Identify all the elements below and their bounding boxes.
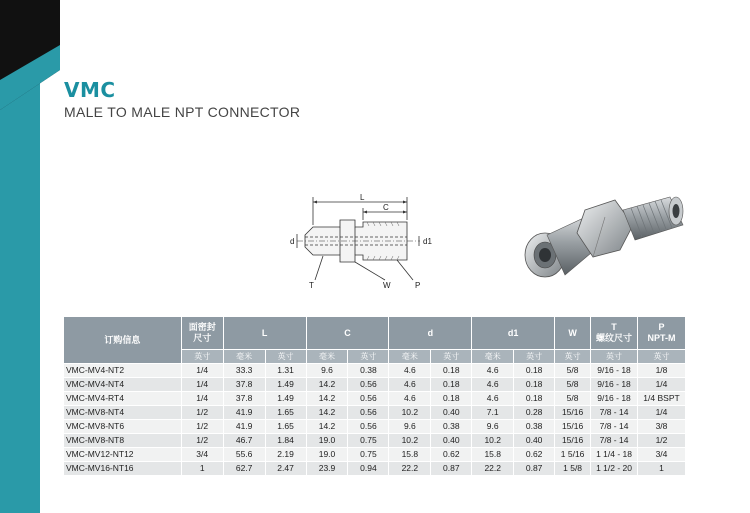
table-cell: 9.6 — [306, 364, 348, 378]
table-body — [64, 364, 686, 476]
table-cell: 10.2 — [472, 434, 514, 448]
table-cell: 5/8 — [555, 378, 591, 392]
table-cell: 1 5/8 — [555, 462, 591, 476]
table-cell: 37.8 — [223, 378, 265, 392]
table-cell: 1 — [181, 462, 223, 476]
label-C: C — [383, 203, 389, 212]
table-cell: 15/16 — [555, 434, 591, 448]
table-cell: 1 — [637, 462, 685, 476]
table-header-row — [64, 317, 686, 350]
table-cell: 4.6 — [389, 364, 431, 378]
header-order-info: 订购信息 — [64, 317, 182, 364]
table-cell: 0.62 — [431, 448, 472, 462]
table-cell: 14.2 — [306, 378, 348, 392]
table-cell: 0.18 — [431, 378, 472, 392]
table-cell: 1.49 — [265, 392, 306, 406]
unit-cell: 英寸 — [514, 350, 555, 364]
table-cell: 0.75 — [348, 448, 389, 462]
product-code-title: VMC — [64, 78, 116, 102]
table-cell: 0.28 — [514, 406, 555, 420]
table-cell: 4.6 — [472, 364, 514, 378]
part-number-cell: VMC-MV16-NT16 — [64, 462, 182, 476]
label-T: T — [309, 281, 314, 290]
table-cell: 0.18 — [514, 378, 555, 392]
table-cell: 46.7 — [223, 434, 265, 448]
product-name-subtitle: MALE TO MALE NPT CONNECTOR — [64, 104, 301, 120]
part-number-cell: VMC-MV4-NT4 — [64, 378, 182, 392]
label-d1: d1 — [423, 237, 432, 246]
table-cell: 9.6 — [389, 420, 431, 434]
unit-cell: 毫米 — [472, 350, 514, 364]
table-cell: 0.18 — [431, 392, 472, 406]
table-cell: 37.8 — [223, 392, 265, 406]
table-cell: 0.40 — [431, 434, 472, 448]
unit-cell: 毫米 — [389, 350, 431, 364]
table-cell: 2.19 — [265, 448, 306, 462]
table-cell: 15.8 — [389, 448, 431, 462]
table-cell: 0.87 — [514, 462, 555, 476]
header-P: P NPT-M — [637, 317, 685, 350]
table-cell: 14.2 — [306, 392, 348, 406]
header-d: d — [389, 317, 472, 350]
table-cell: 0.18 — [514, 364, 555, 378]
table-cell: 1/2 — [637, 434, 685, 448]
part-number-cell: VMC-MV8-NT4 — [64, 406, 182, 420]
unit-cell: 毫米 — [223, 350, 265, 364]
header-d1: d1 — [472, 317, 555, 350]
table-cell: 0.40 — [431, 406, 472, 420]
table-cell: 3/4 — [637, 448, 685, 462]
table-cell: 19.0 — [306, 448, 348, 462]
table-cell: 1 1/4 - 18 — [591, 448, 638, 462]
table-cell: 1/4 — [181, 364, 223, 378]
table-cell: 9/16 - 18 — [591, 364, 638, 378]
header-W: W — [555, 317, 591, 350]
label-L: L — [360, 193, 365, 202]
table-cell: 1.84 — [265, 434, 306, 448]
dimension-drawing — [285, 192, 445, 297]
table-cell: 3/8 — [637, 420, 685, 434]
table-cell: 15/16 — [555, 420, 591, 434]
table-cell: 15.8 — [472, 448, 514, 462]
corner-decoration — [0, 0, 60, 110]
unit-cell: 英寸 — [181, 350, 223, 364]
table-cell: 4.6 — [389, 378, 431, 392]
table-cell: 33.3 — [223, 364, 265, 378]
table-cell: 7/8 - 14 — [591, 420, 638, 434]
table-cell: 55.6 — [223, 448, 265, 462]
table-cell: 41.9 — [223, 420, 265, 434]
table-cell: 0.18 — [431, 364, 472, 378]
table-cell: 9/16 - 18 — [591, 378, 638, 392]
header-T: T 螺纹尺寸 — [591, 317, 638, 350]
table-cell: 0.38 — [431, 420, 472, 434]
unit-cell: 英寸 — [555, 350, 591, 364]
table-cell: 0.75 — [348, 434, 389, 448]
table-row — [64, 448, 686, 462]
part-number-cell: VMC-MV4-RT4 — [64, 392, 182, 406]
table-cell: 0.56 — [348, 420, 389, 434]
table-cell: 14.2 — [306, 406, 348, 420]
table-row — [64, 392, 686, 406]
table-cell: 10.2 — [389, 406, 431, 420]
table-row — [64, 378, 686, 392]
table-cell: 0.56 — [348, 392, 389, 406]
specification-table — [63, 316, 686, 476]
label-d: d — [290, 237, 295, 246]
unit-cell: 英寸 — [431, 350, 472, 364]
table-cell: 62.7 — [223, 462, 265, 476]
unit-cell: 英寸 — [637, 350, 685, 364]
table-cell: 0.56 — [348, 406, 389, 420]
table-row — [64, 420, 686, 434]
table-cell: 1/8 — [637, 364, 685, 378]
header-face-seal: 面密封 尺寸 — [181, 317, 223, 350]
label-W: W — [383, 281, 391, 290]
table-row — [64, 462, 686, 476]
label-P: P — [415, 281, 421, 290]
table-cell: 0.56 — [348, 378, 389, 392]
table-cell: 1 1/2 - 20 — [591, 462, 638, 476]
table-cell: 1/2 — [181, 406, 223, 420]
table-cell: 41.9 — [223, 406, 265, 420]
table-cell: 0.94 — [348, 462, 389, 476]
table-cell: 19.0 — [306, 434, 348, 448]
table-cell: 0.40 — [514, 434, 555, 448]
table-cell: 7.1 — [472, 406, 514, 420]
table-cell: 23.9 — [306, 462, 348, 476]
header-L: L — [223, 317, 306, 350]
table-cell: 0.38 — [348, 364, 389, 378]
part-number-cell: VMC-MV8-NT8 — [64, 434, 182, 448]
table-cell: 1/4 — [181, 392, 223, 406]
table-cell: 15/16 — [555, 406, 591, 420]
part-number-cell: VMC-MV12-NT12 — [64, 448, 182, 462]
table-cell: 5/8 — [555, 364, 591, 378]
unit-cell: 英寸 — [591, 350, 638, 364]
table-cell: 1 5/16 — [555, 448, 591, 462]
table-cell: 4.6 — [472, 378, 514, 392]
unit-cell: 毫米 — [306, 350, 348, 364]
table-cell: 22.2 — [389, 462, 431, 476]
table-cell: 5/8 — [555, 392, 591, 406]
table-cell: 1.65 — [265, 420, 306, 434]
table-cell: 3/4 — [181, 448, 223, 462]
table-cell: 1.65 — [265, 406, 306, 420]
table-cell: 0.87 — [431, 462, 472, 476]
table-cell: 9/16 - 18 — [591, 392, 638, 406]
table-cell: 1/4 — [181, 378, 223, 392]
table-cell: 0.18 — [514, 392, 555, 406]
table-row — [64, 434, 686, 448]
table-cell: 14.2 — [306, 420, 348, 434]
table-row — [64, 364, 686, 378]
table-cell: 7/8 - 14 — [591, 406, 638, 420]
product-photo — [515, 195, 690, 285]
table-cell: 0.62 — [514, 448, 555, 462]
table-cell: 1/4 — [637, 406, 685, 420]
table-cell: 22.2 — [472, 462, 514, 476]
part-number-cell: VMC-MV4-NT2 — [64, 364, 182, 378]
table-cell: 10.2 — [389, 434, 431, 448]
table-cell: 1/2 — [181, 434, 223, 448]
header-C: C — [306, 317, 389, 350]
unit-cell: 英寸 — [265, 350, 306, 364]
table-cell: 0.38 — [514, 420, 555, 434]
table-cell: 1/4 BSPT — [637, 392, 685, 406]
table-cell: 4.6 — [389, 392, 431, 406]
table-cell: 9.6 — [472, 420, 514, 434]
table-cell: 4.6 — [472, 392, 514, 406]
table-cell: 1.31 — [265, 364, 306, 378]
table-row — [64, 406, 686, 420]
table-cell: 2.47 — [265, 462, 306, 476]
table-cell: 1/2 — [181, 420, 223, 434]
part-number-cell: VMC-MV8-NT6 — [64, 420, 182, 434]
table-cell: 7/8 - 14 — [591, 434, 638, 448]
table-cell: 1.49 — [265, 378, 306, 392]
table-cell: 1/4 — [637, 378, 685, 392]
unit-cell: 英寸 — [348, 350, 389, 364]
